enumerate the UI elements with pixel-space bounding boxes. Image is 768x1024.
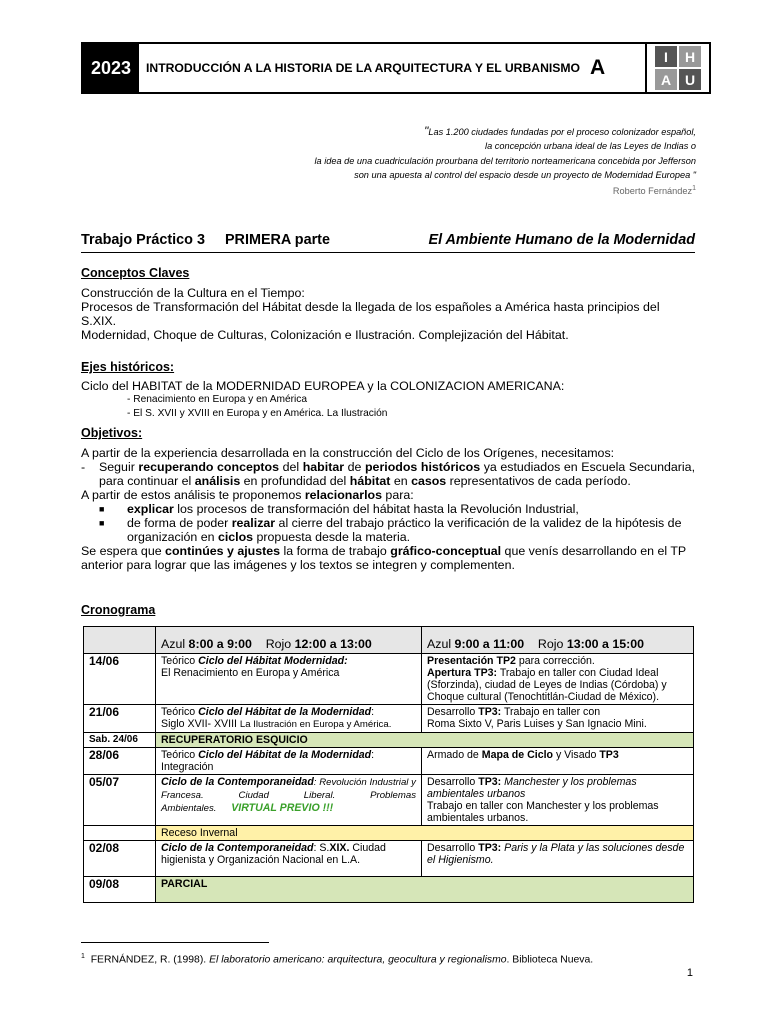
section-heading: Objetivos: — [81, 426, 143, 440]
tp-heading — [81, 230, 695, 253]
paragraph: Modernidad, Choque de Culturas, Colonización e Ilustración. Complejización del Hábitat. — [81, 328, 569, 342]
table-row — [84, 654, 694, 705]
objetivos-section — [81, 426, 695, 572]
ihau-logo — [645, 44, 709, 92]
course-letter: A — [590, 56, 606, 79]
header-cell: Azul 8:00 a 9:00 Rojo 12:00 a 13:00 — [156, 627, 422, 654]
table-row — [84, 775, 694, 826]
table-cell: Desarrollo TP3: Trabajo en taller con Roma Sixto V, Paris Luises y San Ignacio Mini. — [422, 705, 694, 733]
paragraph: Construcción de la Cultura en el Tiempo: — [81, 286, 305, 300]
quote-line: son una apuesta al control del espacio desde un proyecto de Modernidad Europea " — [354, 169, 696, 180]
table-cell: Ciclo de la Contemporaneidad: Revolución Industrial y Francesa. Ciudad Liberal. Problemas Ambientales. VIRTUAL PREVIO !!! — [156, 775, 422, 826]
table-cell: Teórico Ciclo del Hábitat de la Modernidad: Siglo XVII- XVIII La Ilustración en Europa y América. — [156, 705, 422, 733]
table-row — [84, 841, 694, 877]
table-cell: Receso Invernal — [156, 826, 694, 841]
ejes-section — [81, 360, 695, 421]
date-cell: 02/08 — [84, 841, 156, 877]
list-item: - El S. XVII y XVIII en Europa y en América. La Ilustración — [127, 408, 388, 419]
tp-subtitle: El Ambiente Humano de la Modernidad — [428, 232, 695, 248]
date-cell: 28/06 — [84, 748, 156, 775]
table-cell: PARCIAL — [156, 877, 694, 903]
logo-letter-u: U — [679, 69, 701, 90]
logo-letter-a: A — [655, 69, 677, 90]
schedule-table — [83, 626, 694, 903]
logo-letter-h: H — [679, 46, 701, 67]
paragraph: Se espera que continúes y ajustes la forma de trabajo gráfico-conceptual que venís desarrollando en el TP anterior para lograr que las imágenes y los textos se integren y complementen. — [81, 544, 686, 572]
cronograma-section — [81, 603, 695, 617]
quote-line: "Las 1.200 ciudades fundadas por el proceso colonizador español, — [424, 124, 696, 138]
list-item: ■ de forma de poder realizar al cierre del trabajo práctico la verificación de la validez de la hipótesis de organización en ciclos propuesta desde la materia. — [81, 516, 695, 544]
document-header — [81, 42, 711, 94]
table-cell: Armado de Mapa de Ciclo y Visado TP3 — [422, 748, 694, 775]
epigraph-quote — [314, 124, 696, 199]
table-cell: Teórico Ciclo del Hábitat de la Modernidad: Integración — [156, 748, 422, 775]
date-cell: 14/06 — [84, 654, 156, 705]
footnote-separator — [81, 942, 269, 943]
logo-letter-i: I — [655, 46, 677, 67]
table-row — [84, 826, 694, 841]
table-cell: Desarrollo TP3: Paris y la Plata y las soluciones desde el Higienismo. — [422, 841, 694, 877]
virtual-notice: VIRTUAL PREVIO !!! — [231, 802, 334, 814]
table-header-row — [84, 627, 694, 654]
list-item: ■ explicar los procesos de transformación del hábitat hasta la Revolución Industrial, — [81, 502, 695, 516]
paragraph: Procesos de Transformación del Hábitat desde la llegada de los españoles a América hasta principios del S.XIX. — [81, 300, 660, 328]
paragraph: A partir de estos análisis te proponemos relacionarlos para: — [81, 488, 414, 502]
date-cell: 21/06 — [84, 705, 156, 733]
bullet-icon: ■ — [99, 504, 105, 514]
list-item: - Seguir recuperando conceptos del habitar de periodos históricos ya estudiados en Escuela Secundaria, para continuar el análisis en profundidad del hábitat en casos representativos de cada período. — [81, 460, 696, 488]
course-title: INTRODUCCIÓN A LA HISTORIA DE LA ARQUITECTURA Y EL URBANISMO A — [146, 56, 606, 79]
footnote: $^1$ FERNÁNDEZ, R. (1998). El laboratorio americano: arquitectura, geocultura y regionalismo. Biblioteca Nueva. — [81, 953, 594, 966]
paragraph: A partir de la experiencia desarrollada en la construcción del Ciclo de los Orígenes, necesitamos: — [81, 446, 615, 460]
section-heading: Cronograma — [81, 603, 156, 617]
list-item: - Renacimiento en Europa y en América — [127, 394, 308, 405]
section-heading: Conceptos Claves — [81, 266, 190, 280]
table-cell: Ciclo de la Contemporaneidad: S.XIX. Ciudad higienista y Organización Nacional en L.A. — [156, 841, 422, 877]
paragraph: Ciclo del HABITAT de la MODERNIDAD EUROPEA y la COLONIZACION AMERICANA: — [81, 379, 565, 393]
table-row — [84, 877, 694, 903]
table-cell: Teórico Ciclo del Hábitat Modernidad: El Renacimiento en Europa y América — [156, 654, 422, 705]
table-row — [84, 733, 694, 748]
table-row — [84, 705, 694, 733]
year-badge: 2023 — [83, 44, 139, 92]
table-row — [84, 748, 694, 775]
date-cell: Sab. 24/06 — [84, 733, 156, 748]
conceptos-section — [81, 266, 695, 342]
page-number: 1 — [686, 967, 693, 979]
date-cell: 05/07 — [84, 775, 156, 826]
table-cell: Desarrollo TP3: Manchester y los problemas ambientales urbanos Trabajo en taller con Manchester y los problemas ambientales urbanos. — [422, 775, 694, 826]
table-cell: RECUPERATORIO ESQUICIO — [156, 733, 694, 748]
bullet-icon: ■ — [99, 518, 105, 528]
table-cell: Presentación TP2 para corrección. Apertura TP3: Trabajo en taller con Ciudad Ideal (Sforzinda), ciudad de Leyes de Indias (Córdoba) y Choque cultural (Tenochtitlán-Ciudad de México). — [422, 654, 694, 705]
date-cell: 09/08 — [84, 877, 156, 903]
section-heading: Ejes históricos: — [81, 360, 175, 374]
quote-line: la idea de una cuadriculación prourbana del territorio norteamericana concebida por Jefferson — [314, 155, 696, 166]
quote-author: Roberto Fernández$^1$ — [612, 185, 696, 197]
header-cell: Azul 9:00 a 11:00 Rojo 13:00 a 15:00 — [422, 627, 694, 654]
quote-line: la concepción urbana ideal de las Leyes de Indias o — [485, 141, 696, 152]
tp-title: Trabajo Práctico 3 PRIMERA parte — [81, 232, 330, 248]
